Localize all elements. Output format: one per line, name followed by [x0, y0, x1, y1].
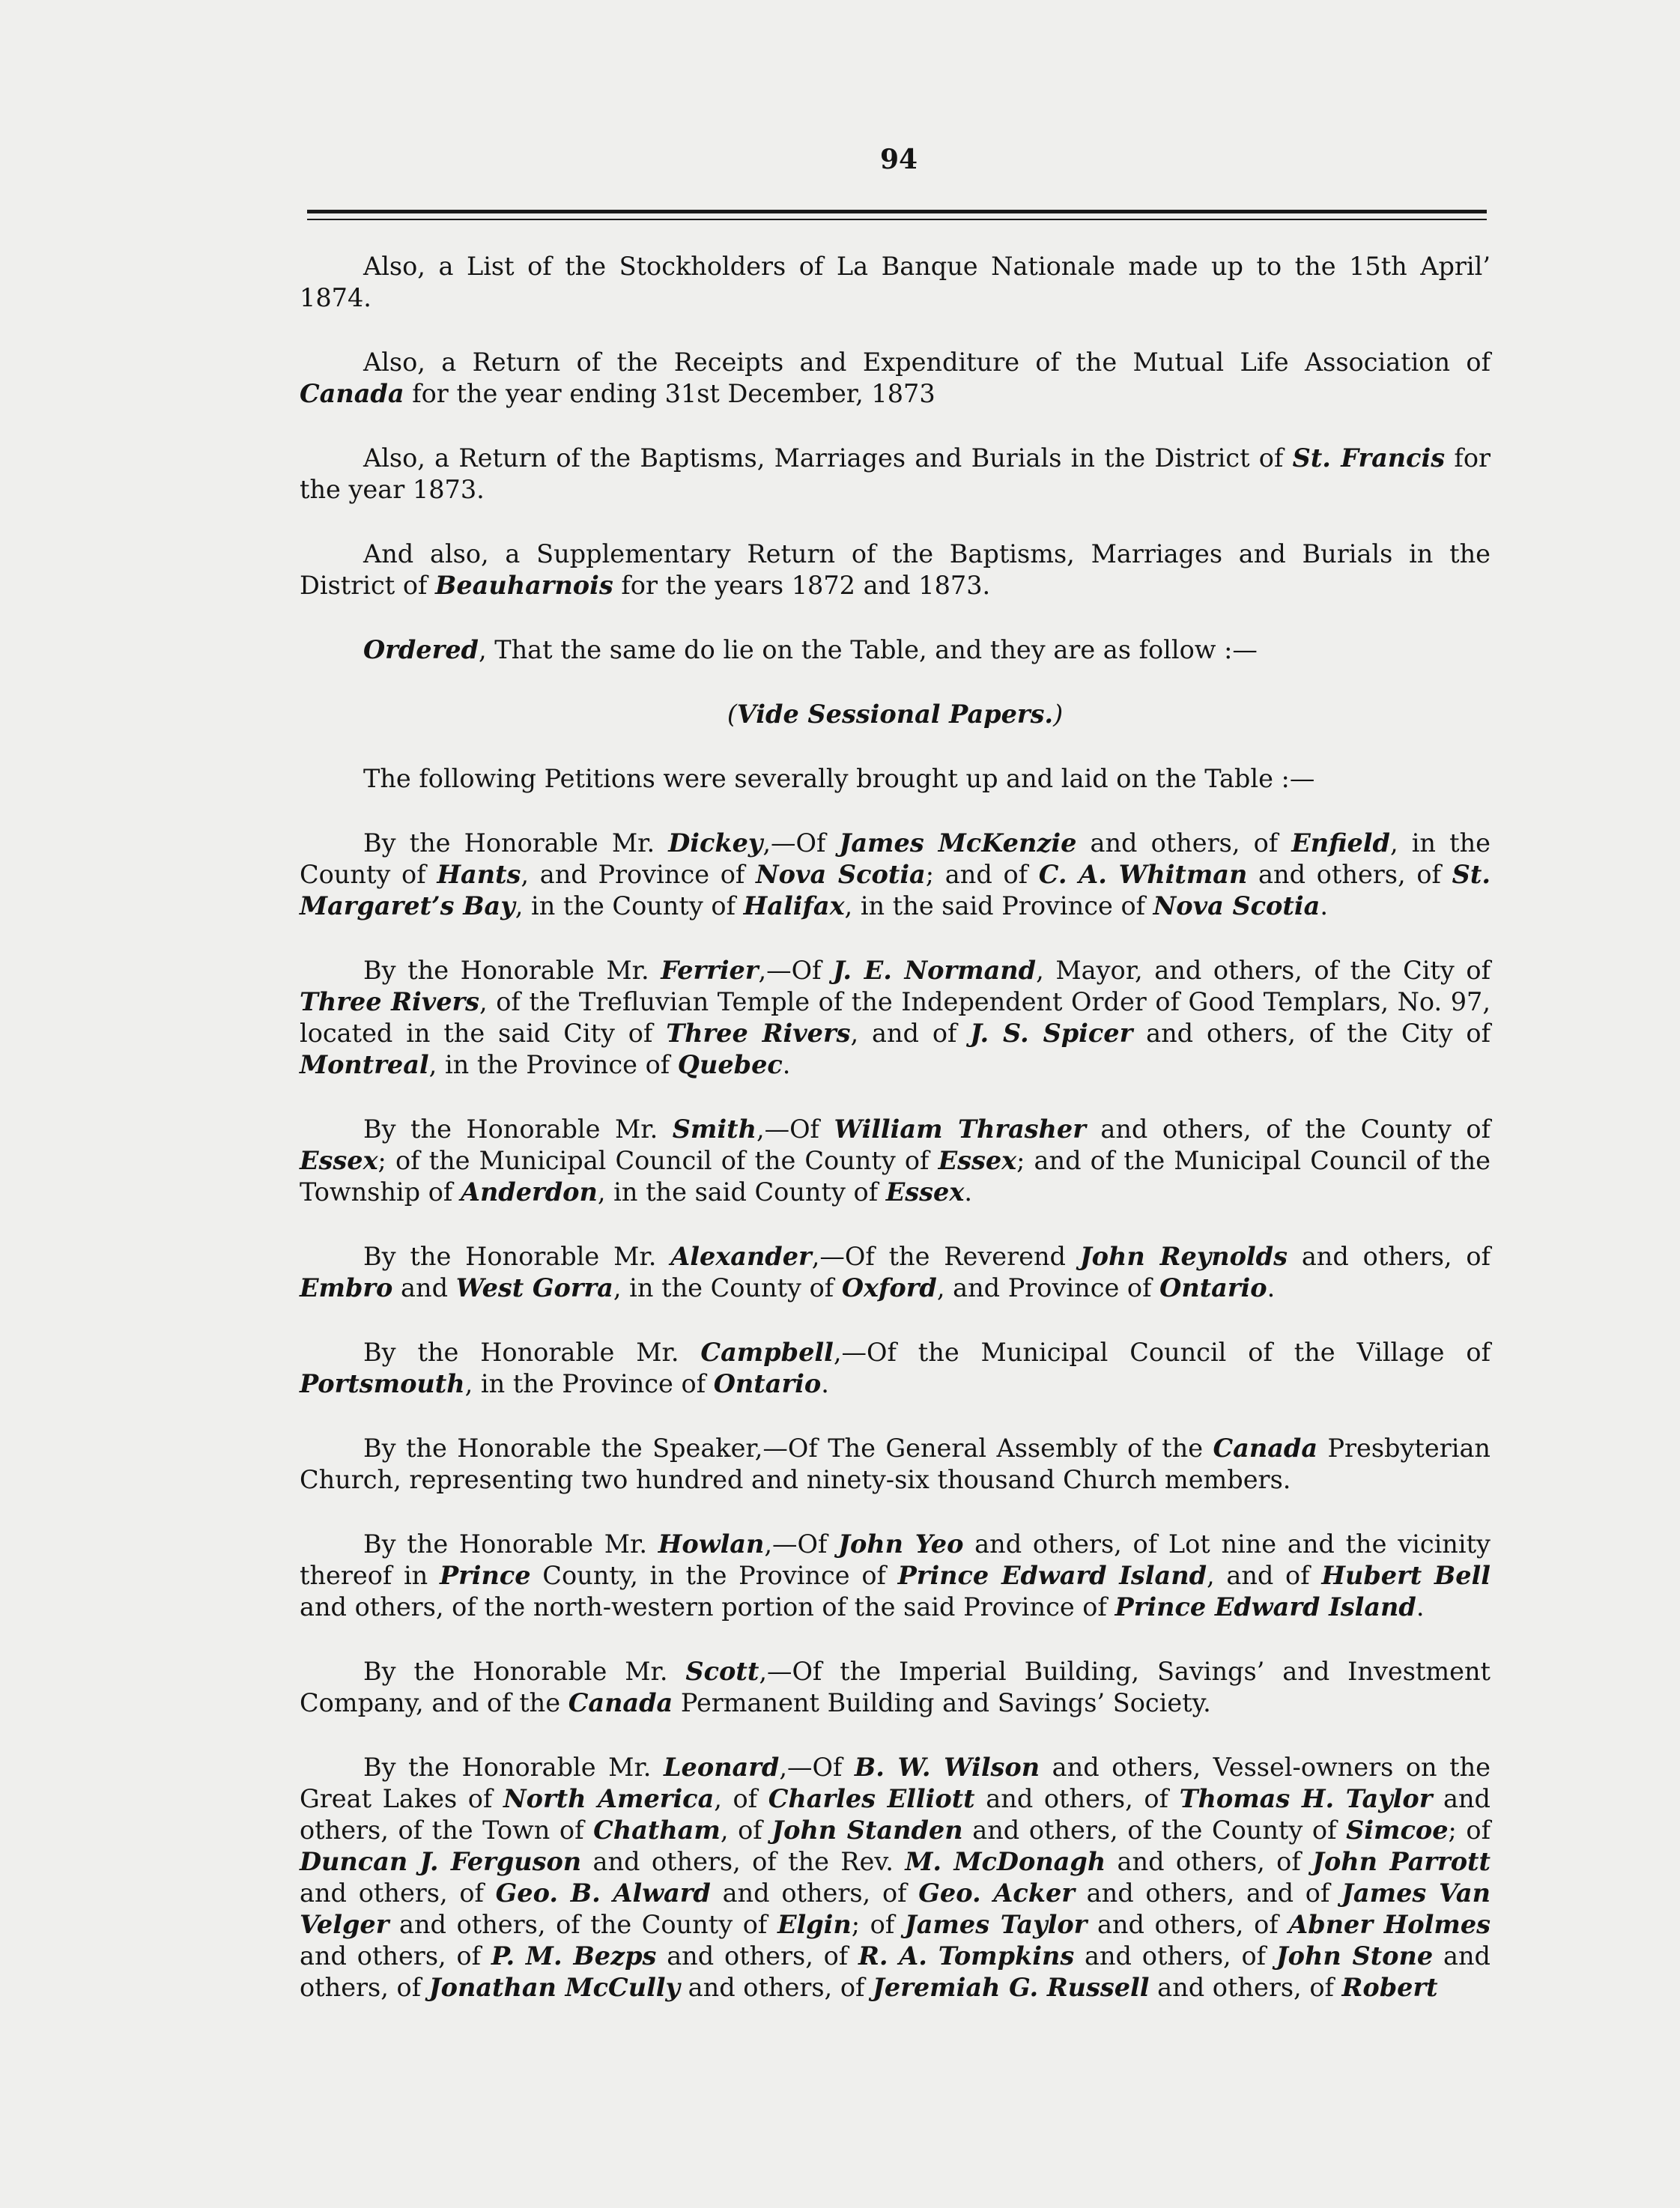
body-text — [300, 251, 1491, 2036]
paragraph-petition-alexander: By the Honorable Mr. Alexander,—Of the Reverend John Reynolds and others, of Embro and West Gorra, in the County of Oxford, and Province of Ontario. — [300, 1242, 1491, 1302]
paragraph-st-francis-return: Also, a Return of the Baptisms, Marriages and Burials in the District of St. Francis for the year 1873. — [300, 443, 1491, 504]
paragraph-beauharnois-return: And also, a Supplementary Return of the Baptisms, Marriages and Burials in the District of Beauharnois for the years 1872 and 1873. — [300, 539, 1491, 600]
page-number: 94 — [879, 144, 918, 175]
paragraph-stockholders-list: Also, a List of the Stockholders of La Banque Nationale made up to the 15th April’ 1874. — [300, 252, 1491, 312]
paragraph-petition-howlan: By the Honorable Mr. Howlan,—Of John Yeo and others, of Lot nine and the vicinity thereof in Prince County, in the Province of Prince Edward Island, and of Hubert Bell and others, of the north-western portion of the said Province of Prince Edward Island. — [300, 1529, 1491, 1622]
paragraph-petition-ferrier: By the Honorable Mr. Ferrier,—Of J. E. Normand, Mayor, and others, of the City of Three Rivers, of the Trefluvian Temple of the Independent Order of Good Templars, No. 97, located in the said City of Three Rivers, and of J. S. Spicer and others, of the City of Montreal, in the Province of Quebec. — [300, 956, 1491, 1079]
paragraph-petition-smith: By the Honorable Mr. Smith,—Of William Thrasher and others, of the County of Essex; of the Municipal Council of the County of Essex; and of the Municipal Council of the Township of Anderdon, in the said County of Essex. — [300, 1114, 1491, 1207]
header-rule-thin — [307, 219, 1487, 220]
header-rule-thick — [307, 210, 1487, 213]
paragraph-petition-leonard: By the Honorable Mr. Leonard,—Of B. W. Wilson and others, Vessel-owners on the Great Lakes of North America, of Charles Elliott and others, of Thomas H. Taylor and others, of the Town of Chatham, of John Standen and others, of the County of Simcoe; of Duncan J. Ferguson and others, of the Rev. M. McDonagh and others, of John Parrott and others, of Geo. B. Alward and others, of Geo. Acker and others, and of James Van Velger and others, of the County of Elgin; of James Taylor and others, of Abner Holmes and others, of P. M. Bezps and others, of R. A. Tompkins and others, of John Stone and others, of Jonathan McCully and others, of Jeremiah G. Russell and others, of Robert — [300, 1753, 1491, 2002]
paragraph-petition-dickey: By the Honorable Mr. Dickey,—Of James McKenzie and others, of Enfield, in the County of Hants, and Province of Nova Scotia; and of C. A. Whitman and others, of St. Margaret’s Bay, in the County of Halifax, in the said Province of Nova Scotia. — [300, 828, 1491, 920]
paragraph-petitions-intro: The following Petitions were severally brought up and laid on the Table :— — [363, 764, 1315, 793]
paragraph-ordered: Ordered, That the same do lie on the Table, and they are as follow :— — [363, 635, 1258, 664]
paragraph-vide-sessional-papers: (Vide Sessional Papers.) — [727, 700, 1064, 729]
paragraph-petition-speaker: By the Honorable the Speaker,—Of The General Assembly of the Canada Presbyterian Church, representing two hundred and ninety-six thousand Church members. — [300, 1434, 1491, 1494]
paragraph-petition-campbell: By the Honorable Mr. Campbell,—Of the Municipal Council of the Village of Portsmouth, in the Province of Ontario. — [300, 1338, 1491, 1398]
paragraph-mutual-life-return: Also, a Return of the Receipts and Expenditure of the Mutual Life Association of Canada for the year ending 31st December, 1873 — [300, 348, 1491, 408]
paragraph-petition-scott: By the Honorable Mr. Scott,—Of the Imperial Building, Savings’ and Investment Company, and of the Canada Permanent Building and Savings’ Society. — [300, 1657, 1491, 1717]
